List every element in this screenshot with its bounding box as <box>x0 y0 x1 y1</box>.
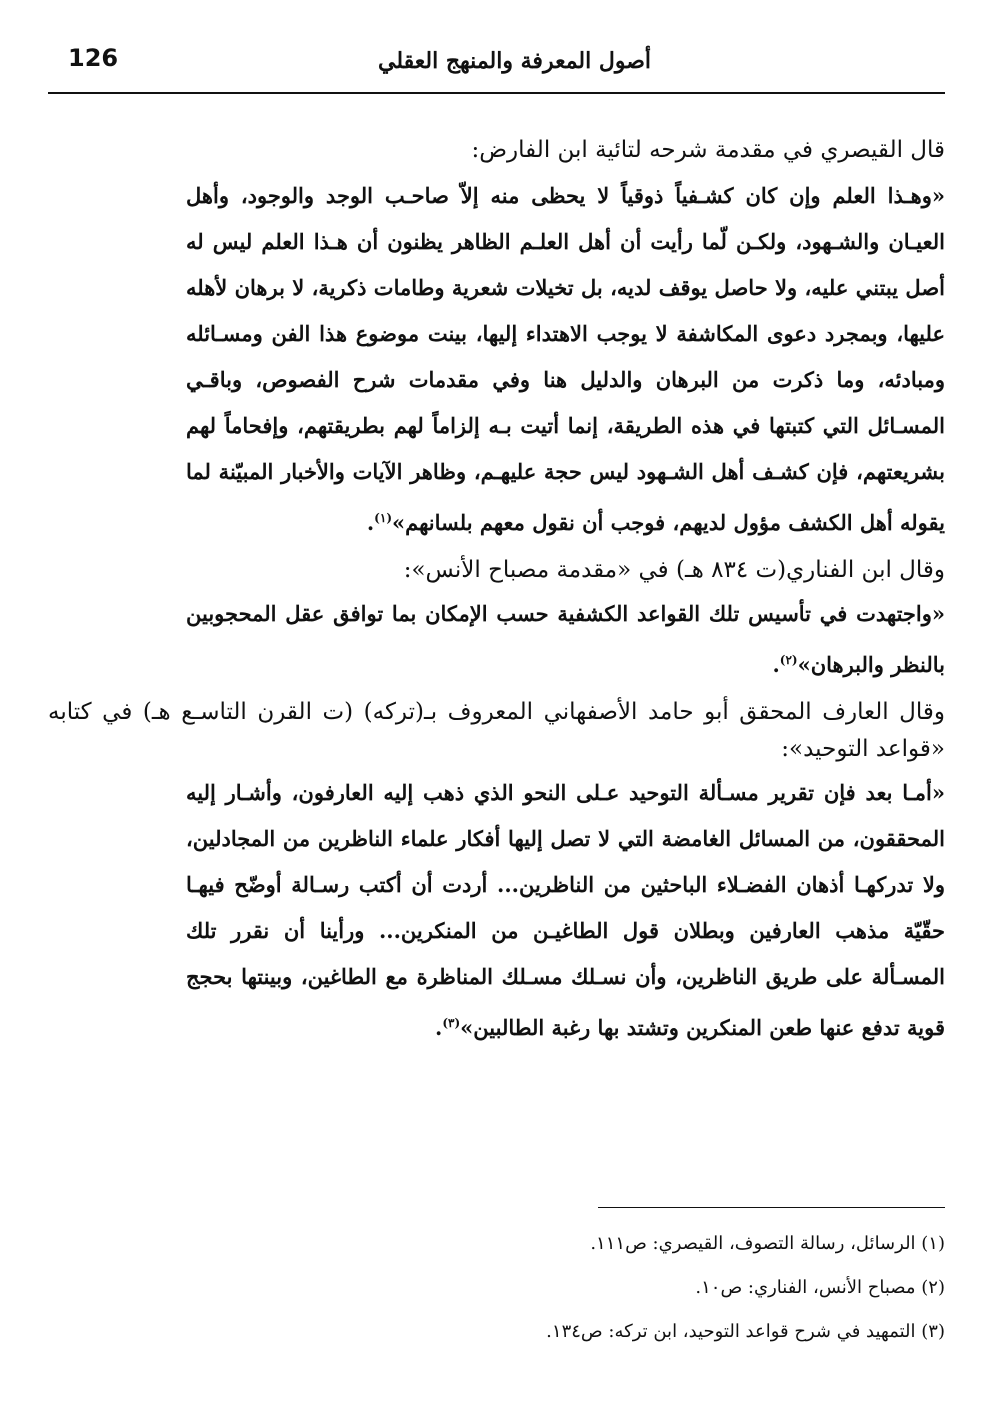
main-text <box>48 132 945 1051</box>
page-number: 126 <box>68 44 119 72</box>
quote-text: «واجتهدت في تأسيس تلك القواعد الكشفية حسب الإمكان بما توافق عقل المحجوبين بالنظر والبرهان» <box>186 601 945 677</box>
footnote-1: (١) الرسائل، رسالة التصوف، القيصري: ص١١١. <box>590 1233 945 1254</box>
running-title: أصول المعرفة والمنهج العقلي <box>378 48 652 74</box>
footnote-ref-3: (٣) <box>442 1016 461 1030</box>
footnote-separator <box>598 1207 945 1208</box>
footnotes <box>48 1222 945 1354</box>
footnote-ref-2: (٢) <box>779 653 798 667</box>
quote-text: «أمـا بعد فإن تقرير مسـألة التوحيد عـلى النحو الذي ذهب إليه العارفون، وأشـار إليه المحققون، من المسائل الغامضة التي لا تصل إليها أفكار علماء الناظرين من المجادلين، ولا تدركهـا أذهان الفضـلاء الباحثين من الناظرين... أردت أن أكتب رسـالة أوضّح فيهـا حقّيّة مذهب العارفين وبطلان قول الطاغيـن من المنكرين... ورأينا أن نقرر تلك المسـألة على طريق الناظرين، وأن نسـلك مسـلك المناظرة مع الطاغين، وبينتها بحجج قوية تدفع عنها طعن المنكرين وتشتد بها رغبة الطالبين» <box>186 780 945 1040</box>
paragraph-fanari-intro: وقال ابن الفناري(ت ٨٣٤ هـ) في «مقدمة مصباح الأنس»: <box>403 557 945 583</box>
footnote-2: (٢) مصباح الأنس، الفناري: ص١٠. <box>695 1277 945 1298</box>
quote-text: «وهـذا العلم وإن كان كشـفياً ذوقياً لا يحظى منه إلاّ صاحـب الوجد والوجود، وأهل العيـان والشـهود، ولكـن لّما رأيت أن أهل العلـم الظاهر يظنون أن هـذا العلم ليس له أصل يبتني عليه، ولا حاصل يوقف لديه، بل تخيلات شعرية وطامات ذكرية، لا برهان لأهله عليها، وبمجرد دعوى المكاشفة لا يوجب الاهتداء إليها، بينت موضوع هذا الفن ومسـائله ومبادئه، وما ذكرت من البرهان والدليل هنا وفي مقدمات شرح الفصوص، وباقـي المسـائل التي كتبتها في هذه الطريقة، إنما أتيت بـه إلزاماً لهم بطريقتهم، وإفحاماً لهم بشريعتهم، فإن كشـف أهل الشـهود ليس حجة عليهـم، وظاهر الآيات والأخبار المبيّنة لما يقوله أهل الكشف مؤول لديهم، فوجب أن نقول معهم بلسانهم» <box>186 183 945 535</box>
paragraph-qaysari-intro: قال القيصري في مقدمة شرحه لتائية ابن الفارض: <box>471 137 945 163</box>
quote-end: . <box>772 652 780 677</box>
paragraph-isfahani-intro: وقال العارف المحقق أبو حامد الأصفهاني المعروف بـ(تركه) (ت القرن التاسـع هـ) في كتابه «قواعد التوحيد»: <box>48 699 945 762</box>
quote-fanari <box>48 591 945 688</box>
footnote-3: (٣) التمهيد في شرح قواعد التوحيد، ابن تركه: ص١٣٤. <box>546 1321 945 1342</box>
footnote-ref-1: (١) <box>374 511 392 525</box>
quote-isfahani <box>48 770 945 1051</box>
quote-end: . <box>366 510 375 535</box>
quote-end: . <box>435 1015 443 1040</box>
page-header <box>48 40 945 94</box>
quote-qaysari <box>48 173 945 546</box>
